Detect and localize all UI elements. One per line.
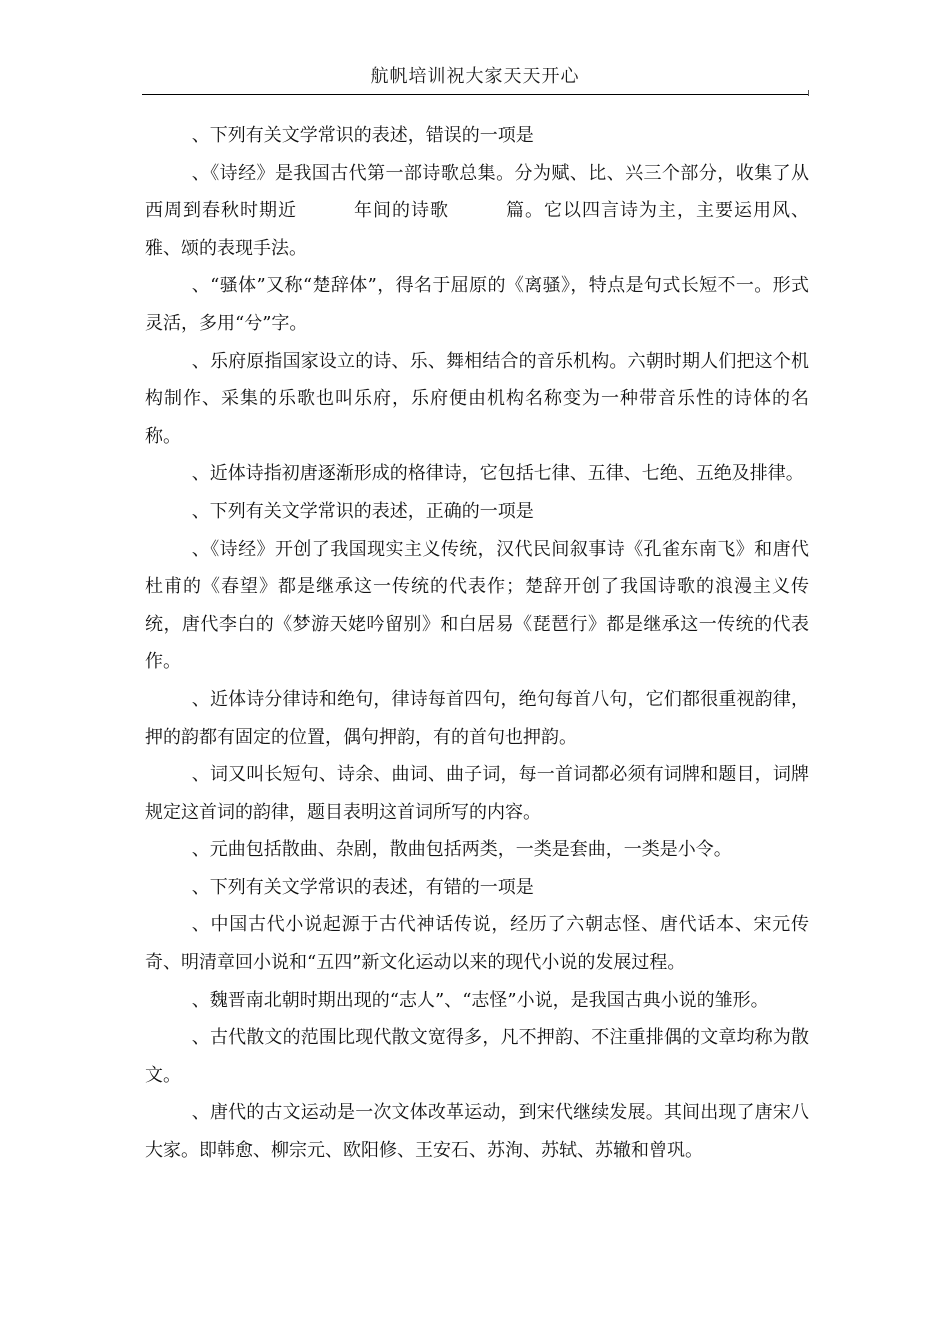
question-1-option: 、《诗经》是我国古代第一部诗歌总集。分为赋、比、兴三个部分，收集了从西周到春秋时期近 年间的诗歌 篇。它以四言诗为主，主要运用风、雅、颂的表现手法。 [145,162,809,259]
question-2-stem: 、下列有关文学常识的表述，正确的一项是 [191,500,534,522]
question-3-option: 、古代散文的范围比现代散文宽得多，凡不押韵、不注重排偶的文章均称为散文。 [145,1027,809,1086]
document-body [145,117,809,1170]
question-2-option: 、词又叫长短句、诗余、曲词、曲子词，每一首词都必须有词牌和题目，词牌规定这首词的韵律，题目表明这首词所写的内容。 [145,764,809,823]
question-3-option: 、唐代的古文运动是一次文体改革运动，到宋代继续发展。其间出现了唐宋八大家。即韩愈、柳宗元、欧阳修、王安石、苏洵、苏轼、苏辙和曾巩。 [145,1102,809,1162]
question-3-stem: 、下列有关文学常识的表述，有错的一项是 [191,876,534,898]
question-3-option: 、中国古代小说起源于古代神话传说，经历了六朝志怪、唐代话本、宋元传奇、明清章回小说和“五四”新文化运动以来的现代小说的发展过程。 [145,914,809,974]
header-divider [142,94,808,95]
question-1-option: 、乐府原指国家设立的诗、乐、舞相结合的音乐机构。六朝时期人们把这个机构制作、采集的乐歌也叫乐府，乐府便由机构名称变为一种带音乐性的诗体的名称。 [145,350,809,447]
question-1-option: 、“骚体”又称“楚辞体”，得名于屈原的《离骚》，特点是句式长短不一。形式灵活，多用“兮”字。 [145,275,809,334]
question-3-option: 、魏晋南北朝时期出现的“志人”、“志怪”小说，是我国古典小说的雏形。 [191,989,769,1011]
question-1-stem: 、下列有关文学常识的表述，错误的一项是 [191,125,534,146]
question-1-option: 、近体诗指初唐逐渐形成的格律诗，它包括七律、五律、七绝、五绝及排律。 [191,463,804,485]
question-2-option: 、近体诗分律诗和绝句，律诗每首四句，绝句每首八句，它们都很重视韵律，押的韵都有固定的位置，偶句押韵，有的首句也押韵。 [145,688,809,748]
page-header-title: 航帆培训祝大家天天开心 [370,66,580,87]
header-divider-tick [808,90,809,96]
question-2-option: 、《诗经》开创了我国现实主义传统，汉代民间叙事诗《孔雀东南飞》和唐代杜甫的《春望》都是继承这一传统的代表作；楚辞开创了我国诗歌的浪漫主义传统，唐代李白的《梦游天姥吟留别》和白居易《琵琶行》都是继承这一传统的代表作。 [145,538,809,673]
question-2-option: 、元曲包括散曲、杂剧，散曲包括两类，一类是套曲，一类是小令。 [191,839,732,861]
